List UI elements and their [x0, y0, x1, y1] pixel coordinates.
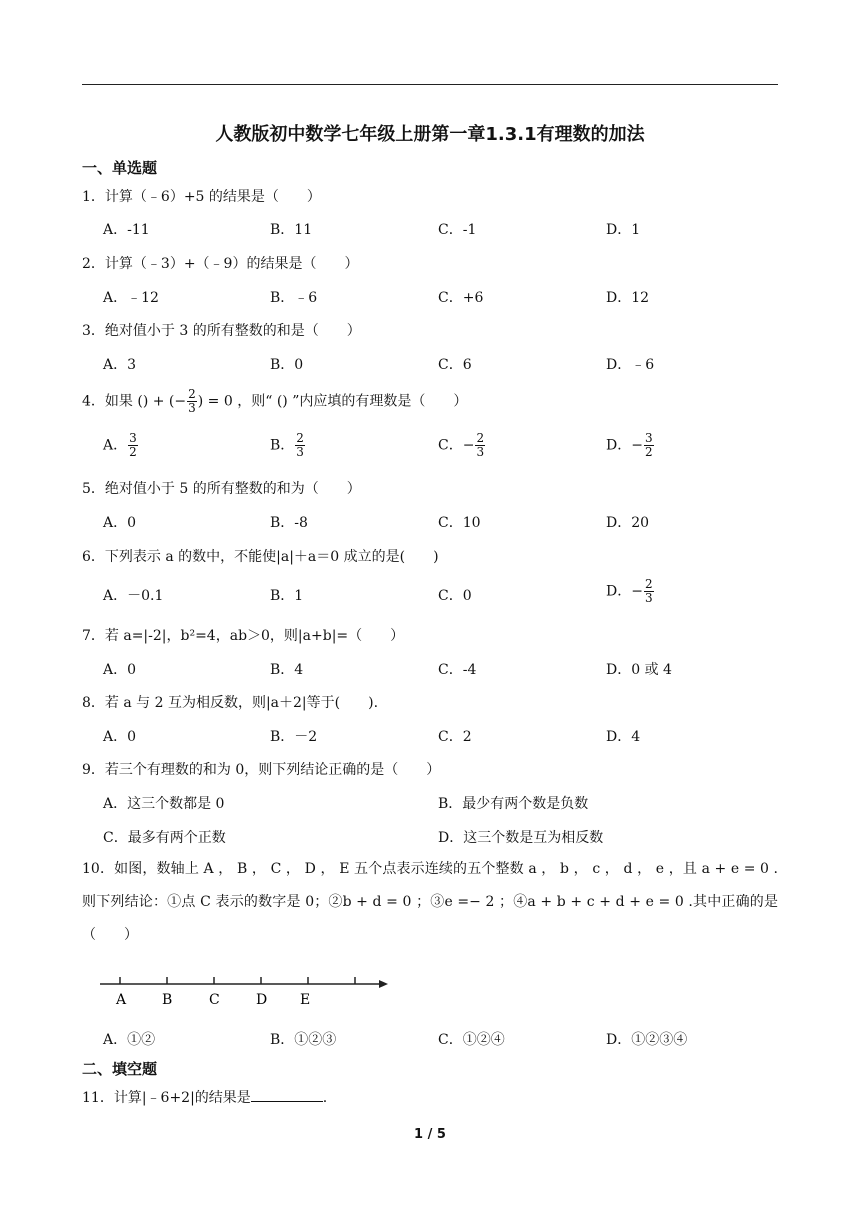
q5-option-c: C．10 — [438, 515, 481, 531]
q8-option-d: D．4 — [606, 729, 641, 745]
number-line-arrow — [379, 980, 388, 988]
q6-d-num: 2 — [644, 577, 653, 591]
number-line-figure — [96, 970, 396, 1010]
axis-label-c: C — [209, 992, 220, 1008]
page-number: 1 / 5 — [414, 1127, 446, 1142]
q4-option-a — [103, 432, 139, 459]
q4-option-c — [438, 432, 486, 459]
axis-label-e: E — [300, 992, 311, 1008]
q5-option-b: B．-8 — [270, 515, 308, 531]
q2-option-b: B．﹣6 — [270, 290, 318, 306]
q4-option-d — [606, 432, 655, 459]
question-11 — [82, 1087, 782, 1107]
axis-label-b: B — [162, 992, 173, 1008]
q4-b-frac — [295, 432, 305, 459]
question-1: 1．计算（﹣6）+5 的结果是（ ） — [82, 189, 321, 205]
q5-option-a: A．0 — [103, 515, 137, 531]
q11-period: . — [322, 1090, 328, 1106]
q3-option-a: A．3 — [103, 357, 137, 373]
q10-option-b: B．①②③ — [270, 1032, 337, 1048]
q9-option-a: A．这三个数都是 0 — [103, 796, 225, 812]
q7-option-a: A．0 — [103, 662, 137, 678]
q6-option-b: B．1 — [270, 588, 304, 604]
q4-d-num: 3 — [644, 431, 653, 445]
q4-math-left: () + (− — [137, 393, 187, 410]
q7-option-d: D．0 或 4 — [606, 662, 672, 678]
section-heading-fill: 二、填空题 — [82, 1060, 158, 1078]
header-rule — [82, 84, 778, 85]
q4-a-frac — [128, 432, 138, 459]
q4-a-num: 3 — [129, 431, 137, 445]
q10-option-c: C．①②④ — [438, 1032, 505, 1048]
number-line-ticks — [120, 977, 355, 984]
axis-label-a: A — [116, 992, 127, 1008]
q4-option-b — [270, 432, 306, 459]
q4-frac-num: 2 — [188, 387, 196, 401]
q1-option-a: A．-11 — [103, 222, 150, 238]
q4-b-den: 3 — [296, 445, 304, 459]
q3-option-c: C．6 — [438, 357, 472, 373]
q8-option-b: B．－2 — [270, 729, 318, 745]
q3-option-d: D．﹣6 — [606, 357, 655, 373]
q4-d-label: D． — [606, 437, 632, 454]
q6-d-frac — [644, 578, 654, 605]
q6-option-d — [606, 578, 655, 605]
q8-option-a: A．0 — [103, 729, 137, 745]
q4-frac-den: 3 — [188, 401, 196, 415]
q4-a-label: A． — [103, 437, 128, 454]
q4-b-label: B． — [270, 437, 295, 454]
q6-d-sign: − — [631, 583, 643, 600]
q6-option-a: A．－0.1 — [103, 588, 164, 604]
q9-option-d: D．这三个数是互为相反数 — [438, 830, 604, 846]
q4-fraction — [187, 388, 197, 415]
q4-d-frac — [644, 432, 654, 459]
q4-d-den: 2 — [644, 445, 653, 459]
q6-d-label: D． — [606, 583, 632, 600]
q11-answer-blank — [251, 1087, 323, 1102]
q4-c-label: C． — [438, 437, 463, 454]
q7-option-b: B．4 — [270, 662, 304, 678]
q1-option-d: D．1 — [606, 222, 641, 238]
question-8: 8．若 a 与 2 互为相反数，则|a＋2|等于( ). — [82, 695, 379, 711]
q2-option-a: A．﹣12 — [103, 290, 159, 306]
q9-option-c: C．最多有两个正数 — [103, 830, 226, 846]
q11-text: 11．计算|﹣6+2|的结果是 — [82, 1090, 251, 1106]
q4-suffix: ，则“ () ”内应填的有理数是（ ） — [237, 393, 468, 410]
q10-option-a: A．①② — [103, 1032, 156, 1048]
q10-option-d: D．①②③④ — [606, 1032, 688, 1048]
section-heading-choice: 一、单选题 — [82, 159, 158, 177]
q4-c-num: 2 — [476, 431, 485, 445]
q6-option-c: C．0 — [438, 588, 472, 604]
q6-d-den: 3 — [644, 591, 653, 605]
q8-option-c: C．2 — [438, 729, 472, 745]
q3-option-b: B．0 — [270, 357, 304, 373]
q2-option-d: D．12 — [606, 290, 650, 306]
q7-option-c: C．-4 — [438, 662, 477, 678]
q5-option-d: D．20 — [606, 515, 650, 531]
q9-option-b: B．最少有两个数是负数 — [438, 796, 589, 812]
question-7: 7．若 a=|-2|，b²=4，ab＞0，则|a+b|=（ ） — [82, 628, 405, 644]
question-5: 5．绝对值小于 5 的所有整数的和为（ ） — [82, 481, 361, 497]
q4-a-den: 2 — [129, 445, 137, 459]
question-10: 10．如图，数轴上 A ， B ， C ， D ， E 五个点表示连续的五个整数 a ， b ， c ， d ， e ，且 a + e = 0 .则下列结论：①点 C 表示的数字是 0；②b + d = 0 ；③e =− 2 ；④a + b + c + d + e = 0 .其中正确的是（ ） — [82, 861, 778, 943]
question-9: 9．若三个有理数的和为 0，则下列结论正确的是（ ） — [82, 762, 441, 778]
question-6: 6．下列表示 a 的数中，不能使|a|＋a＝0 成立的是( ) — [82, 549, 439, 565]
question-2: 2．计算（﹣3）+（﹣9）的结果是（ ） — [82, 256, 359, 272]
q4-d-sign: − — [631, 437, 643, 454]
axis-label-d: D — [256, 992, 268, 1008]
q4-b-num: 2 — [296, 431, 304, 445]
q4-prefix: 4．如果 — [82, 393, 133, 410]
q4-c-frac — [475, 432, 485, 459]
question-4 — [82, 388, 782, 415]
q2-option-c: C．+6 — [438, 290, 484, 306]
q4-c-den: 3 — [476, 445, 485, 459]
q4-c-sign: − — [462, 437, 475, 454]
q4-math-right: ) = 0 — [197, 393, 233, 410]
q1-option-c: C．-1 — [438, 222, 477, 238]
q1-option-b: B．11 — [270, 222, 313, 238]
page-title: 人教版初中数学七年级上册第一章1.3.1有理数的加法 — [215, 124, 645, 145]
question-3: 3．绝对值小于 3 的所有整数的和是（ ） — [82, 323, 361, 339]
